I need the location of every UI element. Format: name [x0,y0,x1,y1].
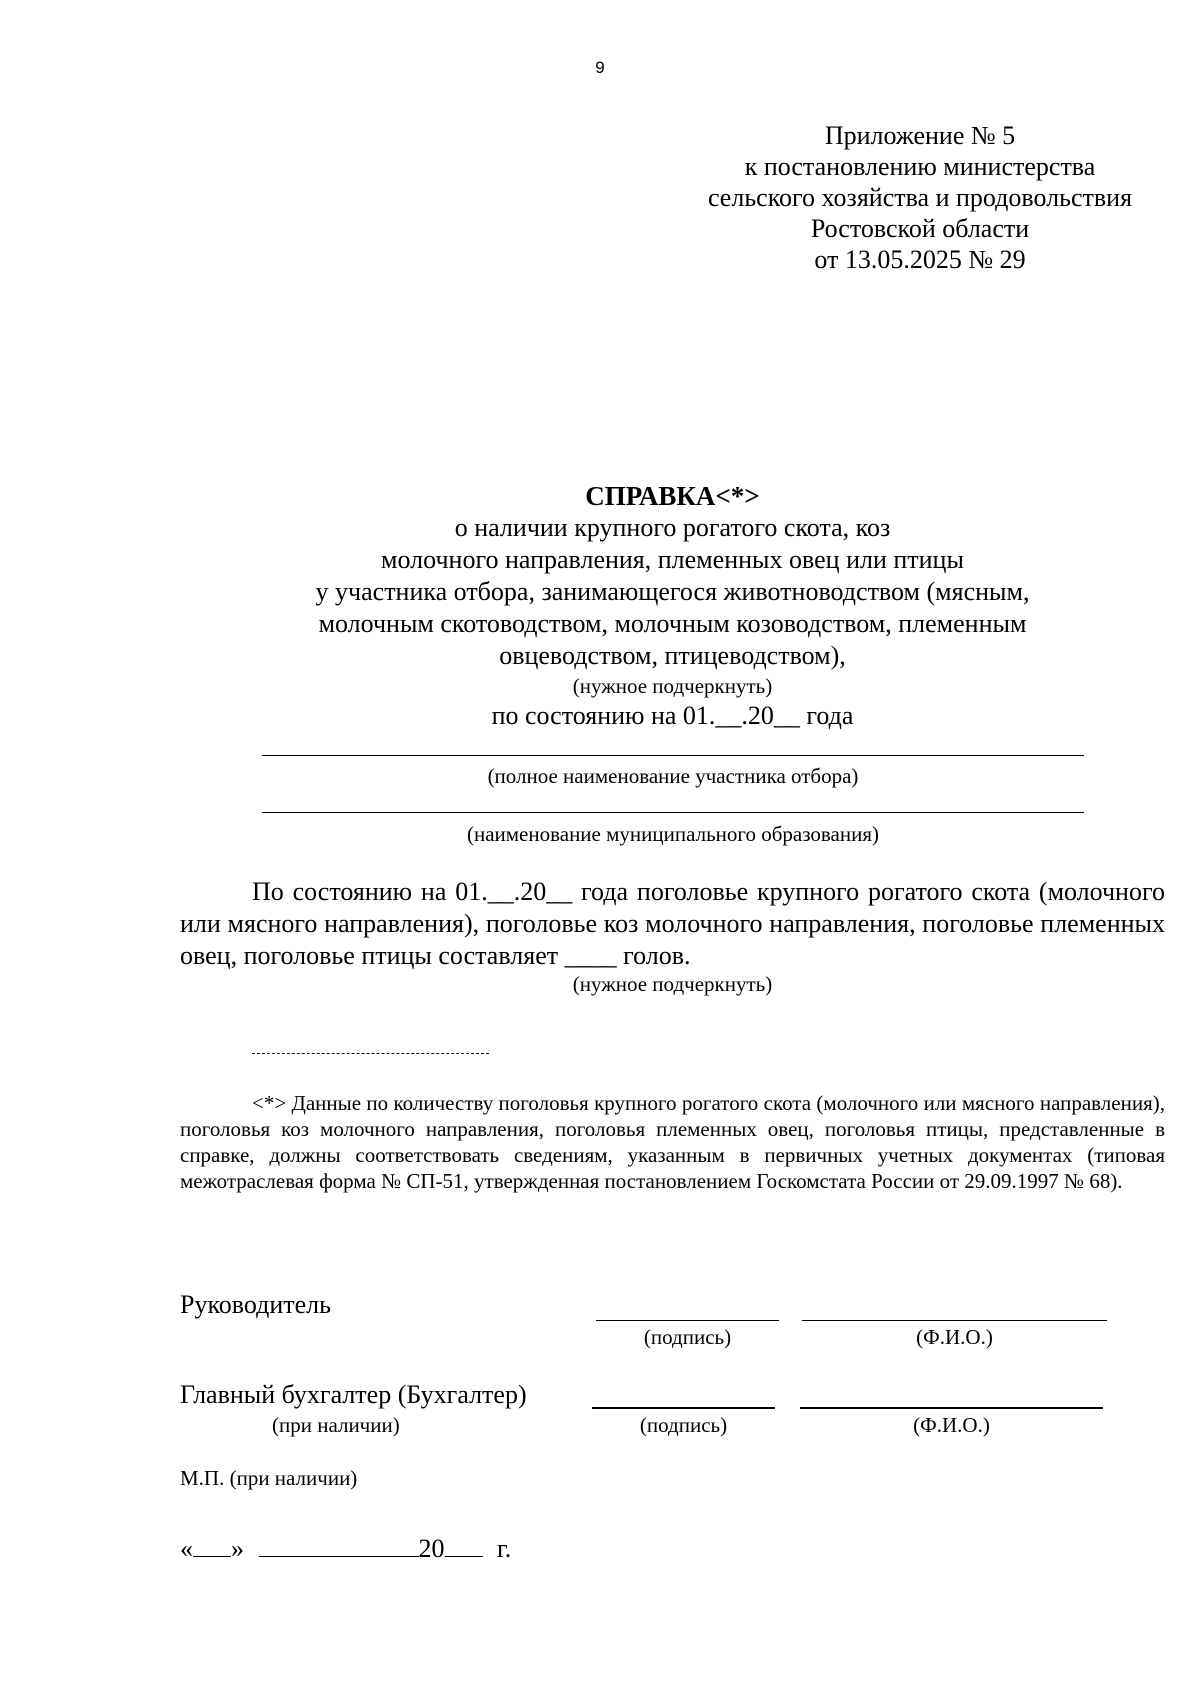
title-line: у участника отбора, занимающегося животноводством (мясным, [315,577,1030,606]
title-line: о наличии крупного рогатого скота, коз [454,513,891,542]
date-line [180,1534,511,1564]
accountant-note: (при наличии) [272,1413,400,1437]
date-open-quote: « [180,1534,193,1563]
day-blank[interactable] [193,1534,231,1557]
underline-note: (нужное подчеркнуть) [572,972,773,996]
accountant-signature-line[interactable] [592,1407,775,1409]
title-line: молочным скотоводством, молочным козоводством, племенным [318,609,1027,638]
seal-place-label: М.П. (при наличии) [180,1466,358,1490]
municipality-caption: (наименование муниципального образования) [466,822,880,846]
accountant-name-line[interactable] [800,1407,1103,1409]
appendix-header [660,120,1180,275]
title-line: овцеводством, птицеводством), [499,641,846,670]
signature-caption: (подпись) [643,1325,732,1349]
head-signature-line[interactable] [596,1320,779,1321]
footnote-separator [252,1053,489,1054]
appendix-line: Приложение № 5 [824,121,1016,150]
footnote: <*> Данные по количеству поголовья крупного рогатого скота (молочного или мясного направления), поголовья коз молочного направления, поголовья племенных овец, поголовья птицы, представленные в справке, должны соответствовать сведениям, указанным в первичных учетных документах (типовая межотраслевая форма № СП-51, утвержденная постановлением Госкомстата России от 29.09.1997 № 68). [180,1091,1165,1193]
title-line: молочного направления, племенных овец или птицы [381,545,964,574]
date-close-quote: » [231,1534,244,1563]
org-name-caption: (полное наименование участника отбора) [487,764,859,788]
livestock-count-paragraph: По состоянию на 01.__.20__ года поголовье крупного рогатого скота (молочного или мясного направления), поголовье коз молочного направления, поголовье племенных овец, поголовье птицы составляет ____ голов. [180,877,1165,970]
document-title-block [180,480,1165,732]
signature-caption: (подпись) [639,1413,728,1437]
name-caption: (Ф.И.О.) [913,1413,990,1437]
page-number: 9 [595,58,605,77]
head-name-line[interactable] [802,1320,1107,1321]
underline-note: (нужное подчеркнуть) [572,674,773,698]
head-label: Руководитель [180,1290,331,1319]
year-blank[interactable] [445,1534,483,1557]
as-of-date-line: по состоянию на 01.__.20__ года [491,701,854,730]
document-title: СПРАВКА<*> [585,481,760,511]
appendix-line: Ростовской области [810,214,1030,243]
month-blank[interactable] [259,1534,419,1557]
name-caption: (Ф.И.О.) [916,1325,993,1349]
appendix-line: сельского хозяйства и продовольствия [707,183,1133,212]
year-suffix: г. [497,1534,512,1563]
year-prefix: 20 [418,1534,445,1563]
org-name-fill-line[interactable] [262,755,1084,756]
appendix-line: к постановлению министерства [744,152,1096,181]
municipality-fill-line[interactable] [262,812,1084,813]
accountant-label: Главный бухгалтер (Бухгалтер) [180,1380,527,1409]
appendix-line: от 13.05.2025 № 29 [814,245,1026,274]
